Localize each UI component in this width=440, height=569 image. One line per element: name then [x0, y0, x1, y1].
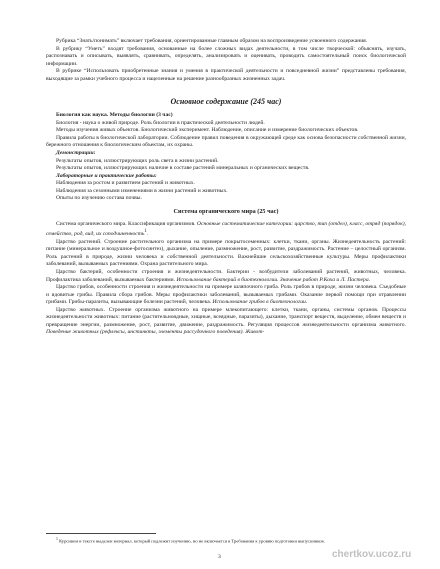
- section1-title: Биология как наука. Методы биологии (3 час): [56, 112, 173, 119]
- demo-item-2: Результаты опытов, иллюстрирующих наличие в составе растений минеральных и органических веществ.: [56, 165, 310, 172]
- section2-title: Система органического мира (25 час): [173, 207, 279, 215]
- page-number: 3: [218, 554, 221, 560]
- footnote: [46, 536, 406, 545]
- lab-item-1: Наблюдения за ростом и развитием растений и животных.: [56, 180, 195, 187]
- section1-paragraph-3: Правила работы в биологической лаборатории. Соблюдение правил поведения в окружающей среде как основа безопасности собственной жизни, бережного отношения к биологическим объектам, их охраны.: [46, 134, 406, 149]
- section2-p1-italic: Основные систематические категории: царство, тип (отдел), класс, отряд (порядок), семейство, род, вид, их соподчиненность: [46, 220, 406, 238]
- section2-p4-regular: Царство грибов, особенности строения и жизнедеятельности на примере шляпочного гриба. Роль грибов в природе, жизни человека. Съедобные и ядовитые грибы. Правила сбора грибов. Меры профилактики заболеваний, вызываемых грибами. Оказание первой помощи при отравлении грибами. Грибы-паразиты, вызывающие болезни растений, человека.: [46, 284, 406, 306]
- intro-paragraph-3: В рубрике “Использовать приобретенные знания и умения в практической деятельности и повседневной жизни” представлены требования, выходящие за рамки учебного процесса и нацеленные на решение разнообразных жизненных задач.: [46, 68, 406, 82]
- section1-paragraph-1: Биология - наука о живой природе. Роль биологии в практической деятельности людей.: [56, 119, 265, 126]
- demo-label: Демонстрации:: [56, 150, 96, 157]
- labs-label: Лабораторные и практические работы:: [56, 172, 157, 179]
- section2-p5-regular: Царство животных. Строение организма животного на примере млекопитающего: клетки, ткани, органы, системы органов. Процессы жизнедеятельности животных: питание (растительноядные, хищные, всеядные, паразиты), дыхание, транспорт веществ, выделение, обмен веществ и превращение энергии, размножение, рост, развитие, движение, раздражимость. Регуляция процессов жизнедеятельности организма животного.: [46, 306, 406, 328]
- footnote-text: Курсивом в тексте выделен материал, который подлежит изучению, но не включается в Требования к уровню подготовки выпускников.: [59, 538, 325, 544]
- site-watermark: chertkov.ucoz.ru: [332, 549, 412, 560]
- section2-paragraph-3: [46, 269, 406, 284]
- section2-paragraph-4: [46, 284, 406, 307]
- footnote-divider: [46, 533, 156, 534]
- section2-paragraph-1: Система органического мира. Классификация организмов. Основные систематические категории: царство, тип (отдел), класс, отряд (порядок), семейство, род, вид, их соподчиненность$^1$.: [46, 220, 406, 238]
- section1-paragraph-2: Методы изучения живых объектов. Биологический эксперимент. Наблюдение, описание и измерение биологических объектов.: [56, 127, 359, 134]
- section2-p4-italic: Использование грибов в биотехнологии.: [212, 299, 308, 306]
- page-body: [46, 38, 406, 337]
- main-heading: Основное содержание (245 час): [170, 97, 282, 107]
- intro-paragraph-2: В рубрику “Уметь” входят требования, основанные на более сложных видах деятельности, в том числе творческой: объяснять, изучать, распознавать и описывать, выявлять, сравнивать, определять, анализировать и оценивать, проводить самостоятельный поиск биологической информации.: [46, 45, 406, 67]
- footnote-mark: 1: [56, 537, 58, 541]
- lab-item-3: Опыты по изучению состава почвы.: [56, 195, 142, 202]
- demo-item-1: Результаты опытов, иллюстрирующих роль света в жизни растений.: [56, 157, 219, 164]
- section2-paragraph-2: Царство растений. Строение растительного организма на примере покрытосеменных: клетки, ткани, органы. Жизнедеятельность растений: питание (минеральное и воздушное-фотосинтез), дыхание, опыление, размножение, рост, развитие, раздражимость. Растение – целостный организм. Роль растений в природе, жизни человека и собственной деятельности. Важнейшие сельскохозяйственные культуры. Меры профилактики заболеваний, вызываемых растениями. Охрана растительного мира.: [46, 238, 406, 268]
- section2-p5-italic: Поведение животных (рефлексы, инстинкты, элементы рассудочного поведения). Живот-: [46, 329, 265, 336]
- section2-p3-italic: Использование бактерий в биотехнологии. Значение работ Р.Коха и Л. Пастера.: [176, 276, 371, 283]
- section2-p1-regular: Система органического мира. Классификация организмов.: [56, 220, 197, 227]
- intro-paragraph-1: Рубрика “Знать/понимать” включает требования, ориентированные главным образом на воспроизведение усвоенного содержания.: [56, 38, 368, 44]
- footnote-reference: 1: [144, 229, 147, 235]
- lab-item-2: Наблюдения за сезонными изменениями в жизни растений и животных.: [56, 187, 228, 194]
- section2-p3-regular: Царство бактерий, особенности строения и жизнедеятельности. Бактерии - возбудители заболеваний растений, животных, человека. Профилактика заболеваний, вызываемых бактериями.: [46, 268, 406, 283]
- section2-paragraph-5: [46, 307, 406, 337]
